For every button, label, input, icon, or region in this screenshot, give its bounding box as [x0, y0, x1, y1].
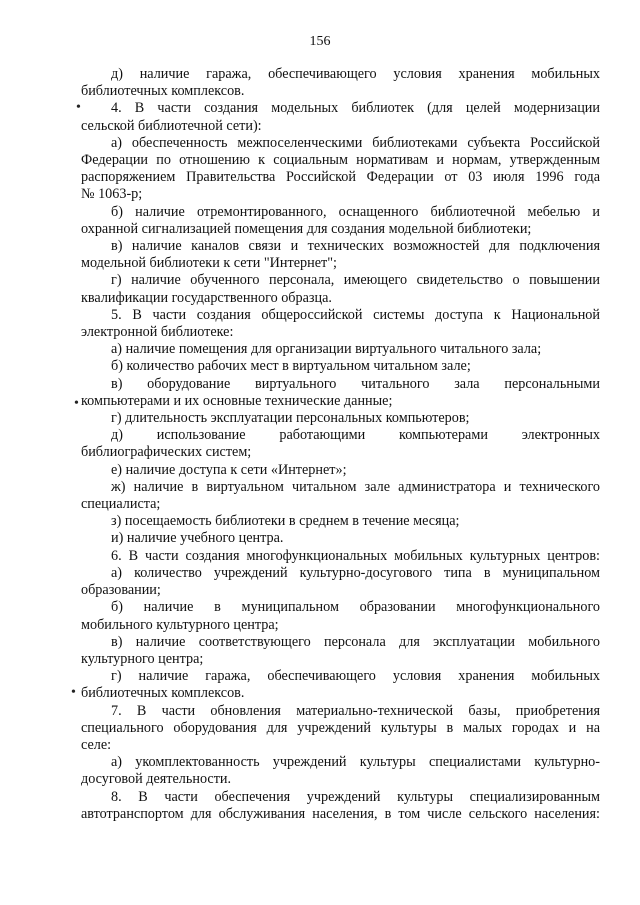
- text-line: специального оборудования для учреждений культуры в малых городах и на: [81, 719, 600, 736]
- text-line: библиотечных комплексов.: [81, 685, 245, 702]
- text-line: специалиста;: [81, 496, 161, 513]
- text-line: и) наличие учебного центра.: [111, 530, 284, 547]
- text-line: в) оборудование виртуального читального зала персональными: [111, 375, 600, 392]
- text-line: досуговой деятельности.: [81, 771, 232, 788]
- text-line: а) обеспеченность межпоселенческими библиотеками субъекта Российской: [111, 134, 600, 151]
- text-line: 8. В части обеспечения учреждений культуры специализированным: [111, 788, 600, 805]
- page-number: 156: [309, 34, 331, 49]
- text-line: г) наличие обученного персонала, имеющего свидетельство о повышении: [111, 272, 600, 289]
- text-line: б) наличие отремонтированного, оснащенного библиотечной мебелью и: [111, 203, 600, 220]
- text-line: образовании;: [81, 582, 161, 599]
- text-line: д) наличие гаража, обеспечивающего условия хранения мобильных: [111, 66, 600, 82]
- text-line: з) посещаемость библиотеки в среднем в течение месяца;: [111, 513, 460, 530]
- text-line: ж) наличие в виртуальном читальном зале администратора и технического: [111, 478, 600, 495]
- text-line: компьютерами и их основные технические данные;: [81, 392, 393, 409]
- text-line: электронной библиотеке:: [81, 324, 234, 341]
- text-line: г) длительность эксплуатации персональных компьютеров;: [111, 410, 470, 427]
- text-line: 6. В части создания многофункциональных мобильных культурных центров:: [111, 547, 600, 564]
- text-line: а) количество учреждений культурно-досугового типа в муниципальном: [111, 564, 600, 581]
- text-line: селе:: [81, 736, 112, 753]
- text-line: распоряжением Правительства Российской Федерации от 03 июля 1996 года: [81, 169, 600, 186]
- text-line: охранной сигнализацией помещения для создания модельной библиотеки;: [81, 220, 532, 237]
- text-line: а) укомплектованность учреждений культуры специалистами культурно-: [111, 754, 600, 771]
- text-line: 7. В части обновления материально-технической базы, приобретения: [111, 702, 600, 719]
- text-line: г) наличие гаража, обеспечивающего условия хранения мобильных: [111, 668, 600, 685]
- text-line: библиотечных комплексов.: [81, 83, 245, 100]
- margin-mark: •: [76, 100, 81, 115]
- document-body: [81, 66, 600, 823]
- text-line: квалификации государственного образца.: [81, 289, 332, 306]
- text-line: автотранспортом для обслуживания населения, в том числе сельского населения:: [81, 805, 600, 822]
- text-line: сельской библиотечной сети):: [81, 117, 262, 134]
- text-line: 4. В части создания модельных библиотек (для целей модернизации: [111, 100, 600, 117]
- text-line: 5. В части создания общероссийской системы доступа к Национальной: [111, 306, 600, 323]
- text-line: Федерации по отношению к социальным нормативам и нормам, утвержденным: [81, 152, 600, 169]
- text-line: мобильного культурного центра;: [81, 616, 279, 633]
- text-line: культурного центра;: [81, 650, 204, 667]
- text-line: в) наличие каналов связи и технических возможностей для подключения: [111, 238, 600, 255]
- text-line: б) количество рабочих мест в виртуальном читальном зале;: [111, 358, 471, 375]
- text-line: модельной библиотеки к сети "Интернет";: [81, 255, 337, 272]
- margin-mark: •: [71, 685, 76, 700]
- text-line: а) наличие помещения для организации виртуального читального зала;: [111, 341, 542, 358]
- text-line: в) наличие соответствующего персонала для эксплуатации мобильного: [111, 633, 600, 650]
- text-line: е) наличие доступа к сети «Интернет»;: [111, 461, 347, 478]
- text-line: д) использование работающими компьютерами электронных: [111, 427, 600, 444]
- margin-mark: •: [74, 396, 79, 411]
- text-line: библиографических систем;: [81, 444, 252, 461]
- text-line: б) наличие в муниципальном образовании многофункционального: [111, 599, 600, 616]
- text-line: № 1063-р;: [81, 186, 143, 203]
